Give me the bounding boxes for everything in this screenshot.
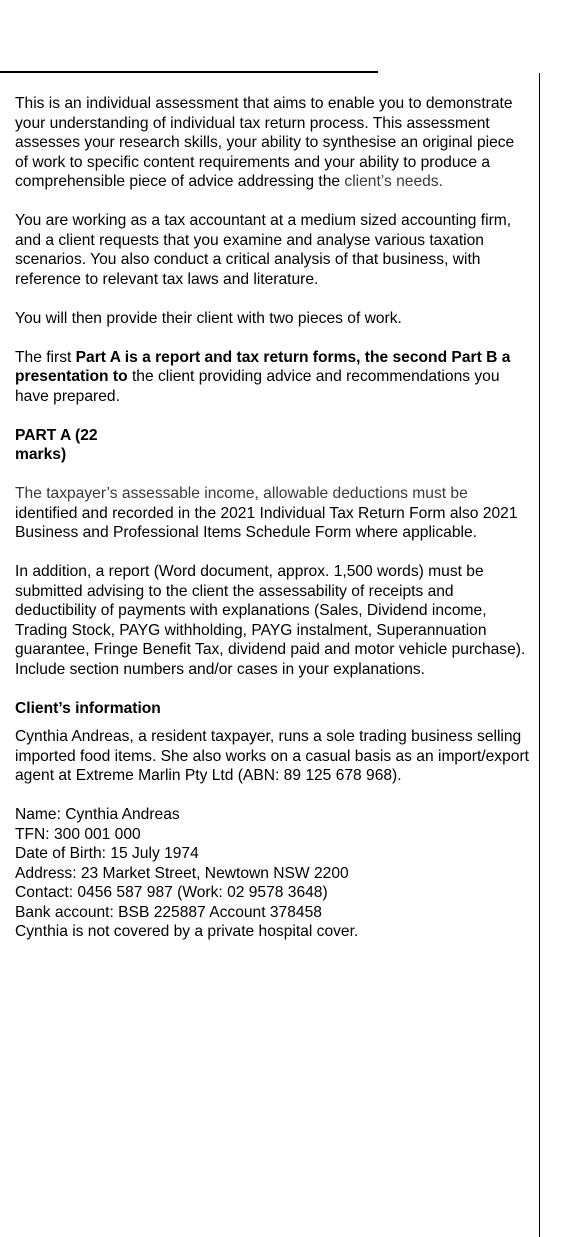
parts-suffix: the client providing advice and recommendations you have prepared.: [15, 368, 500, 405]
client-contact: Contact: 0456 587 987 (Work: 02 9578 3648): [15, 884, 328, 901]
client-info-heading: Client’s information: [15, 699, 161, 717]
parts-paragraph: [15, 348, 529, 407]
parts-prefix: The first: [15, 348, 76, 366]
client-paragraph: Cynthia Andreas, a resident taxpayer, runs a sole trading business selling imported food items. She also works on a casual basis as an import/export agent at Extreme Marlin Pty Ltd (ABN: 89 125 678 968).: [15, 728, 529, 784]
income-text: identified and recorded in the 2021 Individual Tax Return Form also 2021 Business and Professional Items Schedule Form where applicable.: [15, 504, 518, 541]
client-bank-account: Bank account: BSB 225887 Account 378458: [15, 903, 322, 921]
client-tfn: TFN: 300 001 000: [15, 825, 141, 843]
client-hospital-cover: Cynthia is not covered by a private hospital cover.: [15, 923, 359, 940]
client-dob: Date of Birth: 15 July 1974: [15, 845, 199, 862]
income-text-start: The taxpayer’s assessable income, allowable deductions must be: [15, 485, 468, 502]
income-paragraph: [15, 484, 529, 543]
client-details-list: [15, 805, 529, 942]
client-address: Address: 23 Market Street, Newtown NSW 2200: [15, 864, 349, 882]
client-name: Name: Cynthia Andreas: [15, 806, 180, 823]
intro-text-end: client’s needs.: [344, 173, 443, 190]
top-border-rule: [0, 71, 378, 73]
document-body: [15, 94, 529, 942]
deliverables-paragraph: You will then provide their client with two pieces of work.: [15, 309, 402, 327]
role-paragraph: You are working as a tax accountant at a medium sized accounting firm, and a client requests that you examine and analyse various taxation scenarios. You also conduct a critical analysis of that business, with reference to relevant tax laws and literature.: [15, 212, 512, 288]
intro-paragraph: [15, 94, 529, 192]
right-border-rule: [539, 73, 540, 1237]
report-paragraph: In addition, a report (Word document, approx. 1,500 words) must be submitted advising to the client the assessability of receipts and deductibility of payments with explanations (Sales, Dividend income, Trading Stock, PAYG withholding, PAYG instalment, Superannuation guarantee, Fringe Benefit Tax, dividend paid and motor vehicle purchase). Include section numbers and/or cases in your explanations.: [15, 563, 526, 678]
part-a-heading: PART A (22 marks): [15, 426, 98, 463]
parts-bold-text: Part A is a report and tax return forms, the second Part B a presentation to: [15, 348, 511, 385]
intro-text: This is an individual assessment that aims to enable you to demonstrate your understanding of individual tax return process. This assessment assesses your research skills, your ability to synthesise an original piece of work to specific content requirements and your ability to produce a comprehensible piece of advice addressing the: [15, 95, 515, 190]
